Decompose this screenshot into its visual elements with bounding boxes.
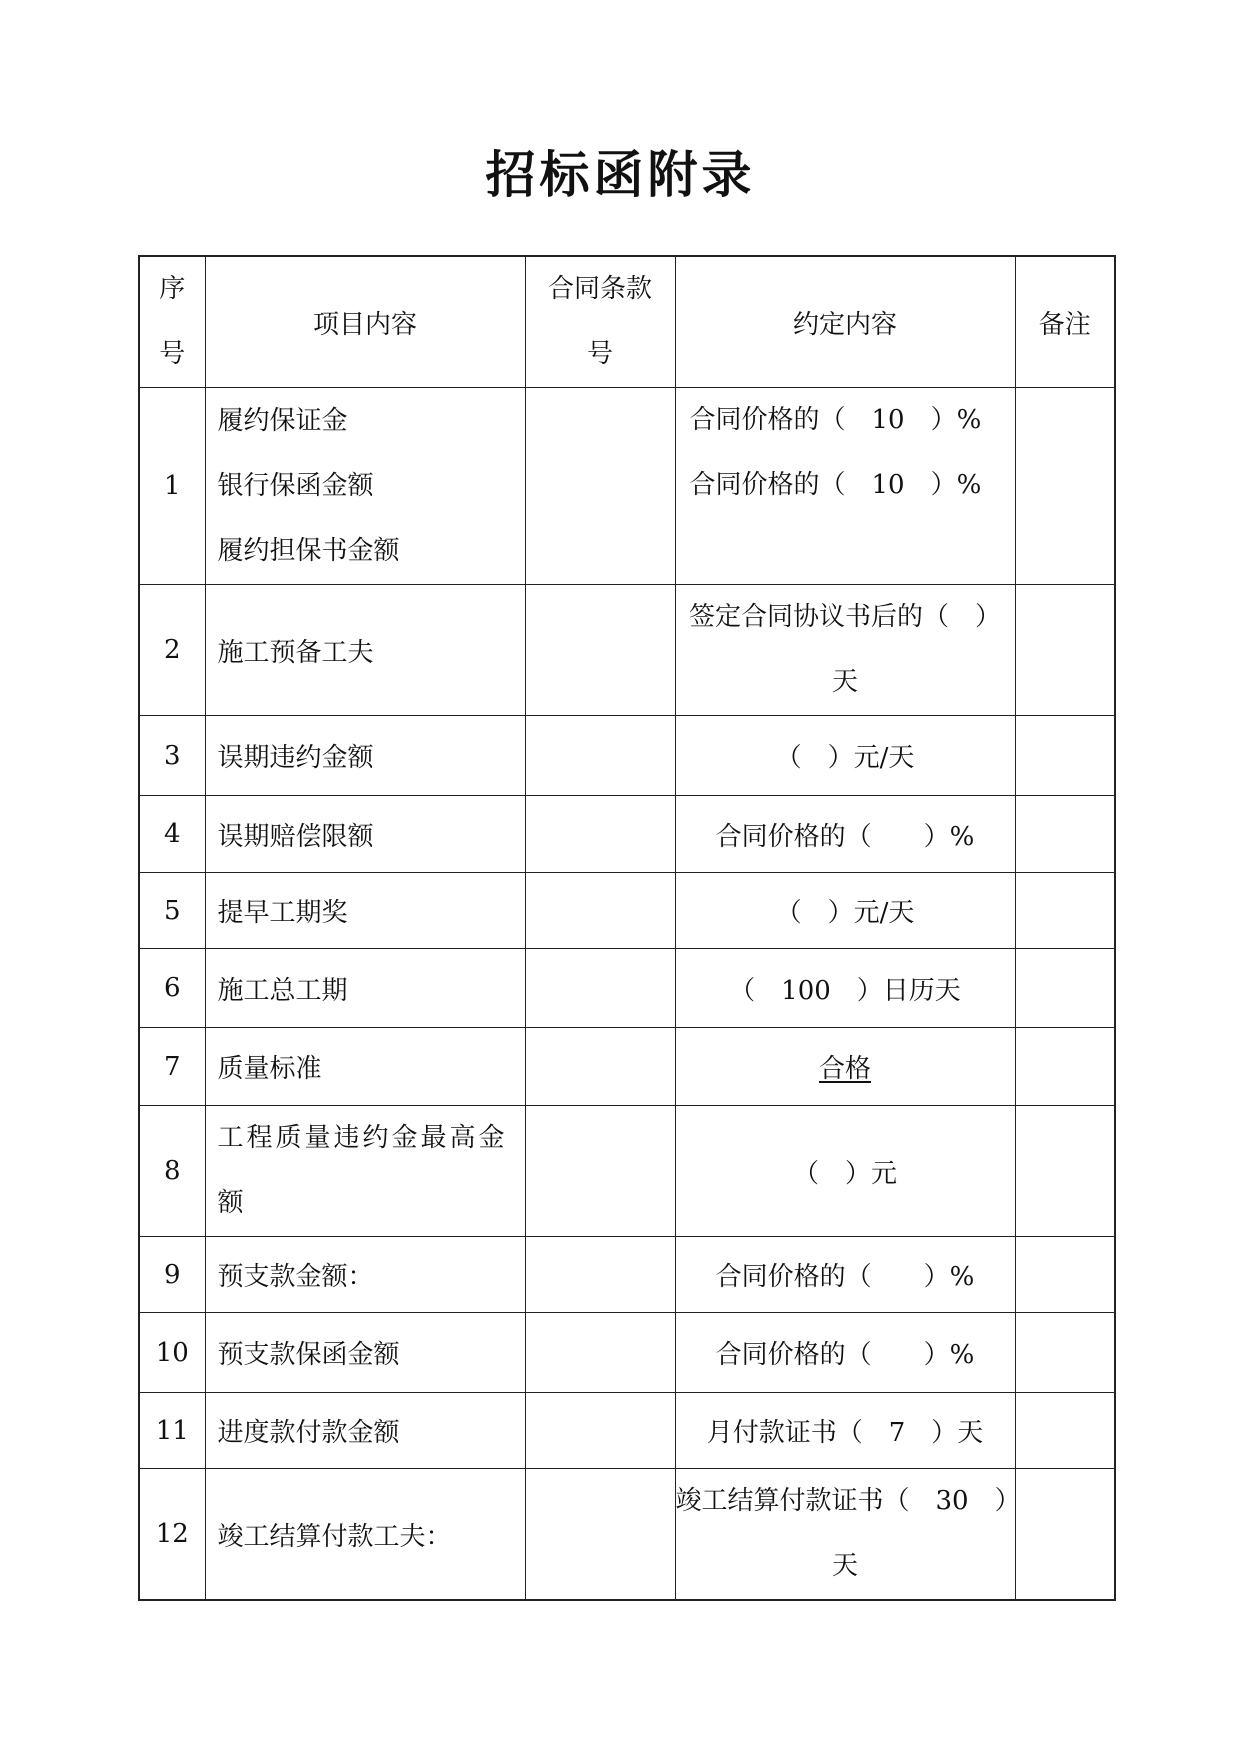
row-clause: [525, 1106, 675, 1237]
row-no: 6: [139, 949, 205, 1028]
row-item: 误期违约金额: [205, 716, 525, 796]
table-row: [139, 873, 1115, 949]
row-agree: （ ）元: [675, 1106, 1015, 1237]
row-note: [1015, 1393, 1115, 1469]
row-agree: （ ）元/天: [675, 716, 1015, 796]
row-note: [1015, 1469, 1115, 1601]
row-item: 预支款金额：: [205, 1237, 525, 1313]
header-item: 项目内容: [205, 256, 525, 388]
row-clause: [525, 1393, 675, 1469]
row-clause: [525, 949, 675, 1028]
row-no: 2: [139, 585, 205, 716]
row-note: [1015, 873, 1115, 949]
row-agree: [675, 1028, 1015, 1106]
table-row: [139, 1237, 1115, 1313]
row-item: 施工总工期: [205, 949, 525, 1028]
row-clause: [525, 585, 675, 716]
row-clause: [525, 716, 675, 796]
page-title: 招标函附录: [485, 146, 756, 204]
table-row: [139, 1393, 1115, 1469]
row-note: [1015, 1313, 1115, 1393]
quality-standard-value: 合格: [818, 1054, 871, 1084]
table-row: [139, 388, 1115, 585]
row-no: 1: [139, 388, 205, 585]
row-clause: [525, 388, 675, 585]
row-note: [1015, 1028, 1115, 1106]
row-agree: 竣工结算付款证书（ 30 ） 天: [675, 1469, 1015, 1601]
row-agree: 签定合同协议书后的（ ） 天: [675, 585, 1015, 716]
table-row: [139, 949, 1115, 1028]
row-agree: 月付款证书（ 7 ）天: [675, 1393, 1015, 1469]
row-note: [1015, 716, 1115, 796]
row-agree: （ ）元/天: [675, 873, 1015, 949]
header-agree: 约定内容: [675, 256, 1015, 388]
row-agree: 合同价格的（ ）%: [675, 796, 1015, 873]
row-no: 4: [139, 796, 205, 873]
header-row: [139, 256, 1115, 388]
row-note: [1015, 796, 1115, 873]
table-row: [139, 585, 1115, 716]
header-note: 备注: [1015, 256, 1115, 388]
row-note: [1015, 1237, 1115, 1313]
row-no: 12: [139, 1469, 205, 1601]
row-note: [1015, 949, 1115, 1028]
row-item: 质量标准: [205, 1028, 525, 1106]
row-no: 9: [139, 1237, 205, 1313]
row-item: 工程质量违约金最高金 额: [205, 1106, 525, 1237]
row-clause: [525, 1028, 675, 1106]
row-agree: 合同价格的（ ）%: [675, 1237, 1015, 1313]
row-clause: [525, 873, 675, 949]
row-item: 施工预备工夫: [205, 585, 525, 716]
row-agree: 合同价格的（ ）%: [675, 1313, 1015, 1393]
row-item: 预支款保函金额: [205, 1313, 525, 1393]
row-clause: [525, 796, 675, 873]
header-clause: 合同条款 号: [525, 256, 675, 388]
row-no: 11: [139, 1393, 205, 1469]
appendix-table: [138, 255, 1116, 1601]
header-no: 序 号: [139, 256, 205, 388]
row-agree: （ 100 ）日历天: [675, 949, 1015, 1028]
row-note: [1015, 1106, 1115, 1237]
table-row: [139, 716, 1115, 796]
row-clause: [525, 1237, 675, 1313]
row-agree: 合同价格的（ 10 ）% 合同价格的（ 10 ）%: [675, 388, 1015, 585]
row-no: 5: [139, 873, 205, 949]
row-item: 提早工期奖: [205, 873, 525, 949]
row-item: 履约保证金 银行保函金额 履约担保书金额: [205, 388, 525, 585]
table-row: [139, 1106, 1115, 1237]
row-note: [1015, 388, 1115, 585]
row-item: 竣工结算付款工夫：: [205, 1469, 525, 1601]
row-clause: [525, 1469, 675, 1601]
table-row: [139, 1028, 1115, 1106]
row-item: 误期赔偿限额: [205, 796, 525, 873]
row-no: 7: [139, 1028, 205, 1106]
row-item: 进度款付款金额: [205, 1393, 525, 1469]
row-no: 8: [139, 1106, 205, 1237]
row-clause: [525, 1313, 675, 1393]
table-row: [139, 1469, 1115, 1601]
table-row: [139, 796, 1115, 873]
row-note: [1015, 585, 1115, 716]
row-no: 3: [139, 716, 205, 796]
table-row: [139, 1313, 1115, 1393]
row-no: 10: [139, 1313, 205, 1393]
